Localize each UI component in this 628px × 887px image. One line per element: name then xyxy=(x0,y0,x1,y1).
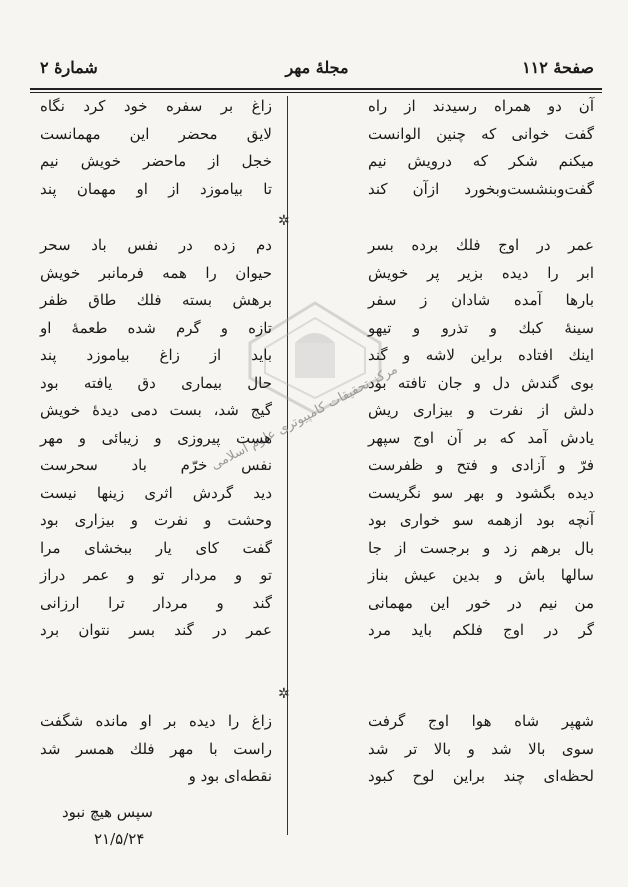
verse-line: تا بیاموزد از او مهمان پند xyxy=(40,179,272,198)
verse-line: سینهٔ کبك و تذرو و تیهو xyxy=(368,318,594,337)
verse-line: سوی بالا شد و بالا تر شد xyxy=(368,739,594,758)
journal-title: مجلهٔ مهر xyxy=(285,58,349,77)
verse-line: دلش از نفرت و بیزاری ریش xyxy=(368,401,594,419)
verse-line: زاغ بر سفره خود کرد نگاه xyxy=(40,97,272,115)
verse-line: یادش آمد که بر آن اوج سپهر xyxy=(368,428,594,447)
verse-line: خجل از ماحضر خویش نیم xyxy=(40,152,272,170)
stanza-1-left xyxy=(40,93,272,203)
stanza-3-right xyxy=(368,708,594,791)
verse-line: لایق محضر این مهمانست xyxy=(40,124,272,143)
verse-line: آنچه بود ازهمه سو خواری بود xyxy=(368,511,594,529)
issue-number: شمارهٔ ۲ xyxy=(40,58,98,77)
column-divider xyxy=(287,96,288,835)
verse-line: تو و مردار تو و عمر دراز xyxy=(40,566,272,584)
verse-line: گیج شد، بست دمی دیدهٔ خویش xyxy=(40,401,272,419)
stanza-2-left xyxy=(40,232,272,645)
verse-line: تازه و گرم شده طعمهٔ او xyxy=(40,318,272,337)
verse-line: دم زده در نفس باد سحر xyxy=(40,236,272,254)
verse-line: گفت‌وبنشست‌وبخورد ازآن کند xyxy=(368,179,594,198)
verse-line: بوی گندش دل و جان تافته بود xyxy=(368,373,594,392)
verse-line: زاغ را دیده بر او مانده شگفت xyxy=(40,712,272,730)
verse-line: گند و مردار ترا ارزانی xyxy=(40,593,272,612)
verse-line: باید از زاغ بیاموزد پند xyxy=(40,346,272,364)
verse-line: عمر در اوج فلك برده بسر xyxy=(368,236,594,254)
verse-line: گفت خوانی که چنین الوانست xyxy=(368,124,594,143)
verse-line: دید گردش اثری زینها نیست xyxy=(40,483,272,502)
closing-line: سپس هیچ نبود xyxy=(62,803,154,821)
verse-line: حال بیماری دق یافته بود xyxy=(40,373,272,392)
verse-line: بارها آمده شادان ز سفر xyxy=(368,291,594,309)
verse-line: دیده بگشود و بهر سو نگریست xyxy=(368,483,594,502)
verse-line: عمر در گند بسر نتوان برد xyxy=(40,621,272,639)
verse-line: گفت کای یار ببخشای مرا xyxy=(40,538,272,557)
verse-line: اینك افتاده براین لاشه و گند xyxy=(368,346,594,364)
stanza-2-right xyxy=(368,232,594,645)
verse-line: فرّ و آزادی و فتح و ظفرست xyxy=(368,456,594,474)
verse-line: لحظه‌ای چند براین لوح کبود xyxy=(368,767,594,785)
verse-line: برهش بسته فلك طاق ظفر xyxy=(40,291,272,309)
verse-line: میکنم شکر که درویش نیم xyxy=(368,152,594,170)
verse-line: شهپر شاه هوا اوج گرفت xyxy=(368,712,594,730)
verse-line: هست پیروزی و زیبائی و مهر xyxy=(40,428,272,447)
verse-line: نقطه‌ای بود و xyxy=(188,767,272,785)
verse-line: وحشت و نفرت و بیزاری بود xyxy=(40,511,272,529)
header-rule xyxy=(30,88,602,90)
ornament-star-icon: ✲ xyxy=(278,686,290,702)
verse-line: بال برهم زد و برجست از جا xyxy=(368,538,594,557)
ornament-star-icon: ✲ xyxy=(278,213,290,229)
verse-line: من نیم در خور این مهمانی xyxy=(368,593,594,612)
stanza-1-right xyxy=(368,93,594,203)
page-header xyxy=(34,58,600,84)
watermark-text: مرکز تحقیقات کامپیوتری علوم اسلامی xyxy=(208,361,401,474)
verse-line: حیوان را همه فرمانبر خویش xyxy=(40,263,272,282)
verse-line: نفس خرّم باد سحرست xyxy=(40,456,272,474)
stanza-3-left xyxy=(40,708,272,791)
date-stamp: ۲۱/۵/۲۴ xyxy=(94,830,145,848)
verse-line: ابر را دیده بزیر پر خویش xyxy=(368,263,594,282)
verse-line: راست با مهر فلك همسر شد xyxy=(40,739,272,758)
verse-line: سالها باش و بدین عیش بناز xyxy=(368,566,594,584)
verse-line: آن دو همراه رسیدند از راه xyxy=(368,97,594,115)
verse-line: گر در اوج فلکم باید مرد xyxy=(368,621,594,639)
page-number: صفحهٔ ۱۱۲ xyxy=(522,58,594,77)
